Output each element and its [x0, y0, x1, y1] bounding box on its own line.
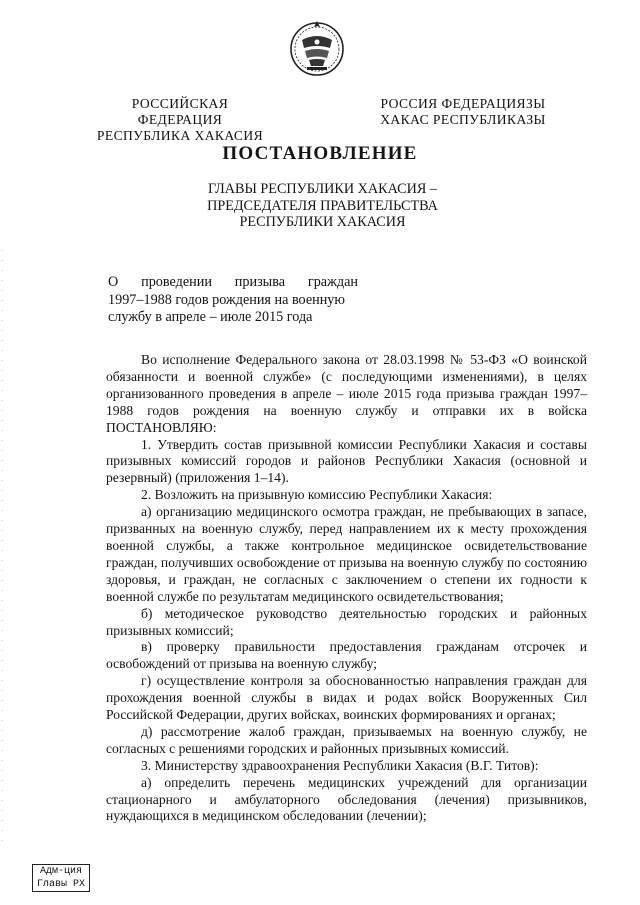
header-left	[88, 96, 272, 144]
subtitle-line: РЕСПУБЛИКИ ХАКАСИЯ	[239, 214, 406, 230]
stamp-line: Главы РХ	[36, 878, 85, 890]
subtitle-line: ГЛАВЫ РЕСПУБЛИКИ ХАКАСИЯ –	[208, 181, 437, 197]
body-paragraph: д) рассмотрение жалоб граждан, призываемых на военную службу, не согласных с решениями городских и районных призывных комиссий.	[106, 723, 587, 756]
header-right	[368, 96, 558, 128]
body-paragraph: 3. Министерству здравоохранения Республики Хакасия (В.Г. Титов):	[141, 757, 539, 773]
archive-stamp	[32, 864, 90, 892]
document-subtitle	[180, 181, 465, 231]
coat-of-arms-icon	[289, 18, 345, 78]
header-right-line: ХАКАС РЕСПУБЛИКАЗЫ	[380, 112, 546, 127]
subject-line: службу в апреле – июле 2015 года	[108, 309, 313, 325]
body-paragraph: г) осуществление контроля за обоснованностью направления граждан для прохождения военной службы в видах и родах войск Вооруженных Сил Российской Федерации, других войсках, воинских формированиях и органах;	[106, 673, 587, 723]
header-left-line: РЕСПУБЛИКА ХАКАСИЯ	[96, 128, 264, 143]
subject-line: 1997–1988 годов рождения на военную	[108, 291, 345, 308]
document-subject	[108, 274, 358, 327]
body-paragraph: 1. Утвердить состав призывной комиссии Республики Хакасия и составы призывных комиссий городов и районов Республики Хакасия (основной и резервный) (приложения 1–14).	[106, 436, 587, 486]
subject-line: О проведении призыва граждан	[108, 274, 358, 290]
document-title: ПОСТАНОВЛЕНИЕ	[222, 143, 418, 164]
subtitle-line: ПРЕДСЕДАТЕЛЯ ПРАВИТЕЛЬСТВА	[207, 197, 438, 214]
header-right-line: РОССИЯ ФЕДЕРАЦИЯЗЫ	[380, 96, 546, 111]
scan-edge-artifact	[0, 250, 6, 850]
document-body	[106, 352, 587, 825]
body-paragraph: б) методическое руководство деятельностью городских и районных призывных комиссий;	[106, 605, 587, 638]
body-paragraph: а) определить перечень медицинских учреждений для организации стационарного и амбулаторного обследования (лечения) призывников, нуждающихся в медицинском обследовании (лечении);	[106, 774, 587, 824]
body-paragraph: а) организацию медицинского осмотра граждан, не пребывающих в запасе, призванных на военную службу, перед направлением их к месту прохождения военной службы, а также контрольное медицинское освидетельствование граждан, получивших освобождение от призыва на военную службу по состоянию здоровья, и граждан, не согласных с заключением о степени их годности к военной службе по результатам медицинского освидетельствования;	[106, 504, 587, 604]
body-paragraph: Во исполнение Федерального закона от 28.03.1998 № 53-ФЗ «О воинской обязанности и военной службе» (с последующими изменениями), в целях организованного проведения в апреле – июле 2015 года призыва граждан 1997–1988 годов рождения на военную службу и отправки их в войска ПОСТАНОВЛЯЮ:	[106, 352, 587, 435]
header-left-line: РОССИЙСКАЯ ФЕДЕРАЦИЯ	[131, 96, 229, 127]
body-paragraph: в) проверку правильности предоставления гражданам отсрочек и освобождений от призыва на военную службу;	[106, 639, 587, 672]
stamp-line: Адм-ция	[39, 866, 82, 877]
body-paragraph: 2. Возложить на призывную комиссию Республики Хакасия:	[141, 487, 493, 503]
